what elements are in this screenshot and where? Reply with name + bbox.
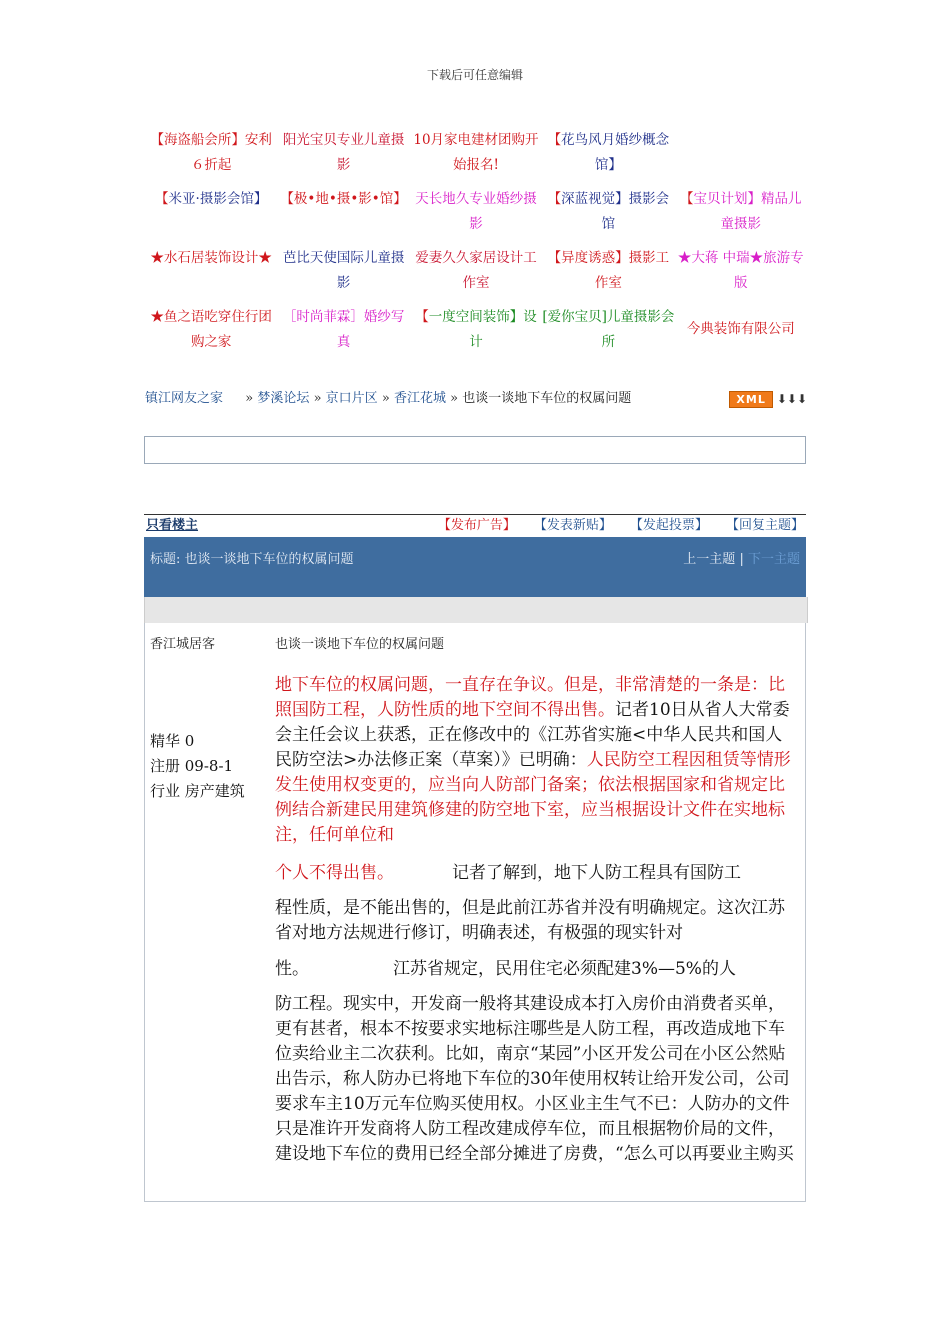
new-post-button[interactable]: 【发表新贴】	[533, 518, 612, 533]
post-ad-label: 发布广告	[450, 518, 503, 533]
breadcrumb-sep: »	[381, 391, 390, 406]
only-owner-link[interactable]: 只看楼主	[146, 518, 199, 533]
ad-link[interactable]	[410, 187, 542, 246]
para-red-1: 地下车位的权属问题，一直存在争议。但是，非常清楚的一条是：比照国防工程，人防性质的地下空间不得出售。	[275, 675, 785, 720]
ad-bracket: 【	[547, 132, 562, 148]
ad-label: 芭比天使国际儿童摄影	[282, 250, 405, 291]
prev-topic-link[interactable]: 上一主题	[683, 552, 736, 567]
post-author[interactable]: 香江城居客	[150, 637, 216, 652]
ad-row	[145, 187, 807, 246]
ad-label: [爱你宝贝]儿童摄影会所	[542, 309, 675, 350]
ad-label-suffix: 】	[393, 191, 407, 207]
ad-link[interactable]	[542, 305, 674, 364]
new-post-label: 发表新贴	[546, 518, 599, 533]
ad-label: 宝贝计划	[693, 191, 748, 207]
ad-link[interactable]	[542, 128, 674, 187]
para-1: 记者10日从省人大常委会主任会议上获悉，正在修改中的《江苏省实施<中华人民共和国人民防空法>办法修正案（草案）》已明确：	[275, 700, 790, 770]
reply-label: 回复主题	[738, 518, 791, 533]
ad-label: 一度空间装饰	[428, 309, 510, 325]
ad-bracket: 【	[547, 250, 562, 266]
ad-link	[675, 128, 807, 187]
ad-grid	[145, 128, 807, 364]
ad-label: 天长地久专业婚纱摄影	[415, 191, 537, 232]
nav-divider: |	[739, 552, 744, 567]
author-stats	[150, 729, 245, 804]
breadcrumb-area[interactable]: 京口片区	[325, 391, 378, 406]
post-body	[275, 673, 795, 1167]
ad-bracket: 【	[155, 191, 169, 207]
ad-bracket: 【	[680, 191, 694, 207]
ad-label: 海盗船会所	[163, 132, 232, 148]
ad-link[interactable]	[675, 187, 807, 246]
ad-label: 异度诱惑	[561, 250, 616, 266]
header-note: 下载后可任意编辑	[426, 68, 523, 82]
ad-label: 极•地•摄•影•馆	[293, 191, 394, 207]
ad-bracket: 【	[150, 132, 164, 148]
ad-link[interactable]	[675, 305, 807, 364]
next-topic-link[interactable]: 下一主题	[747, 552, 800, 567]
post-title: 也谈一谈地下车位的权属问题	[275, 637, 445, 652]
para-6: 防工程。现实中，开发商一般将其建设成本打入房价由消费者买单，更有甚者，根本不按要求实地标注哪些是人防工程，再改造成地下车位卖给业主二次获利。比如，南京“某园”小区开发公司在小区公然贴出告示，称人防办已将地下车位的30年使用权转让给开发公司，公司要求车主10万元车位购买使用权。小区业主生气不已：人防办的文件只是准许开发商将人防工程改建成停车位，而且根据物价局的文件，建设地下车位的费用已经全部分摊进了房费，“怎么可以再要业主购买	[275, 994, 794, 1164]
ad-link[interactable]	[277, 305, 409, 364]
down-arrows-icon: ⬇⬇⬇	[776, 392, 807, 406]
breadcrumb-board[interactable]: 香江花城	[393, 391, 446, 406]
para-red-2: 人民防空工程因租赁等情形发生使用权变更的，应当向人防部门备案；依法根据国家和省规定比例结合新建民用建筑修建的防空地下室，应当根据设计文件在实地标注，任何单位和	[275, 750, 791, 845]
ad-label: 深蓝视觉	[561, 191, 616, 207]
breadcrumb-home[interactable]: 镇江网友之家	[145, 391, 224, 406]
ad-label-suffix: 】	[253, 191, 268, 207]
para-red-2-end: 个人不得出售。	[275, 863, 394, 883]
xml-badge[interactable]: XML	[729, 391, 772, 408]
reply-button[interactable]: 【回复主题】	[725, 518, 804, 533]
ad-row	[145, 246, 807, 305]
stat-industry: 行业 房产建筑	[150, 782, 245, 800]
ad-row	[145, 305, 807, 364]
ad-label-suffix: 】	[608, 157, 622, 173]
ad-label-suffix: 】精品儿童摄影	[720, 191, 802, 232]
ad-link[interactable]	[145, 128, 277, 187]
post	[144, 623, 806, 1202]
breadcrumb-sep: »	[450, 391, 459, 406]
ad-label: ★水石居装饰设计★	[150, 250, 272, 266]
action-bar	[144, 514, 806, 537]
ad-link[interactable]	[675, 246, 807, 305]
ad-link[interactable]	[145, 246, 277, 305]
ad-link[interactable]	[145, 305, 277, 364]
breadcrumb-sep: »	[245, 391, 254, 406]
post-ad-button[interactable]: 【发布广告】	[437, 518, 516, 533]
para-4: 程性质，是不能出售的，但是此前江苏省并没有明确规定。这次江苏省对地方法规进行修订，明确表述，有极强的现实针对	[275, 898, 785, 943]
ad-label-suffix: 】安利６折起	[190, 132, 272, 173]
breadcrumb	[145, 388, 807, 410]
new-poll-button[interactable]: 【发起投票】	[629, 518, 708, 533]
ad-label: ★大蒋 中瑞★旅游专版	[677, 250, 804, 291]
ad-bracket: 【	[280, 191, 294, 207]
notice-box	[144, 436, 806, 464]
ad-link[interactable]	[410, 246, 542, 305]
ad-link[interactable]	[410, 305, 542, 364]
ad-label: 阳光宝贝专业儿童摄影	[282, 132, 405, 173]
breadcrumb-sep: »	[313, 391, 322, 406]
ad-link[interactable]	[277, 128, 409, 187]
ad-label-suffix: 】设计	[469, 309, 537, 350]
thread-title: 标题: 也谈一谈地下车位的权属问题	[150, 552, 354, 567]
ad-label: 今典装饰有限公司	[686, 321, 795, 337]
ad-label: 米亚·摄影会馆	[168, 191, 254, 207]
ad-label-suffix: 】摄影工作室	[594, 250, 670, 291]
ad-label: ★鱼之语吃穿住行团购之家	[150, 309, 272, 350]
stat-registered: 注册 09-8-1	[150, 757, 234, 775]
ad-row	[145, 128, 807, 187]
post-header-bar	[144, 597, 808, 623]
para-5b: 江苏省规定，民用住宅必须配建3%—5%的人	[393, 959, 736, 979]
thread-nav	[683, 548, 800, 567]
ad-link[interactable]	[145, 187, 277, 246]
thread-title-bar	[144, 537, 806, 597]
ad-link[interactable]	[277, 187, 409, 246]
ad-label: 10月家电建材团购开始报名!	[413, 132, 539, 173]
para-5a: 性。	[275, 959, 309, 979]
ad-link[interactable]	[410, 128, 542, 187]
breadcrumb-current: 也谈一谈地下车位的权属问题	[462, 391, 632, 406]
ad-label: ［时尚菲霖］婚纱写真	[282, 309, 405, 350]
para-3: 记者了解到，地下人防工程具有国防工	[452, 863, 741, 883]
ad-label-suffix: 】摄影会馆	[601, 191, 670, 232]
ad-bracket: 【	[415, 309, 429, 325]
stat-essence: 精华 0	[150, 732, 195, 750]
ad-label: 爱妻久久家居设计工作室	[415, 250, 537, 291]
rss-feed[interactable]	[729, 388, 807, 410]
ad-link[interactable]	[542, 187, 674, 246]
ad-bracket: 【	[547, 191, 562, 207]
ad-link[interactable]	[542, 246, 674, 305]
breadcrumb-forum[interactable]: 梦溪论坛	[257, 391, 310, 406]
new-poll-label: 发起投票	[642, 518, 695, 533]
ad-link[interactable]	[277, 246, 409, 305]
ad-label: 花鸟风月婚纱概念馆	[561, 132, 670, 173]
